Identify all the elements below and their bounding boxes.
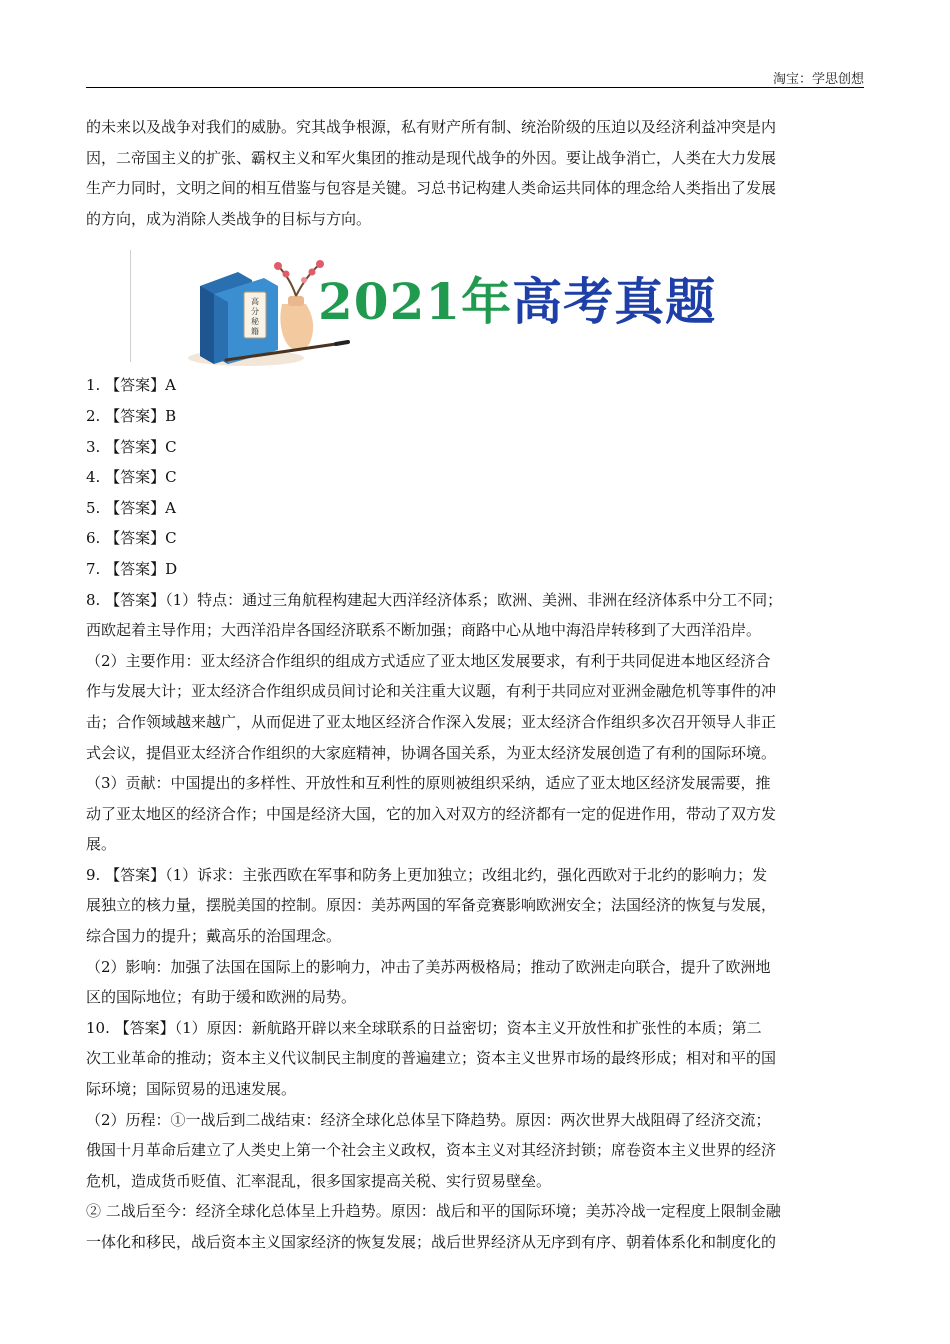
text-line: 10. 【答案】（1）原因：新航路开辟以来全球联系的日益密切；资本主义开放性和扩张性的本质；第二	[86, 1018, 762, 1037]
text-line: ② 二战后至今：经济全球化总体呈上升趋势。原因：战后和平的国际环境；美苏冷战一定程度上限制金融	[86, 1202, 781, 1221]
intro-line: 的方向，成为消除人类战争的目标与方向。	[86, 209, 372, 228]
text-line: 击；合作领域越来越广，从而促进了亚太地区经济合作深入发展；亚太经济合作组织多次召开领导人非正	[86, 712, 777, 731]
list-item: 5. 【答案】A	[86, 498, 176, 517]
list-item: 1. 【答案】A	[86, 376, 176, 395]
text-line: 8. 【答案】（1）特点：通过三角航程构建起大西洋经济体系；欧洲、美洲、非洲在经济体系中分工不同；	[86, 590, 783, 609]
list-item: 7. 【答案】D	[86, 559, 178, 578]
intro-line: 的未来以及战争对我们的威胁。究其战争根源，私有财产所有制、统治阶级的压迫以及经济利益冲突是内	[86, 118, 777, 136]
text-line: （2）主要作用：亚太经济合作组织的组成方式适应了亚太地区发展要求，有利于共同促进本地区经济合	[86, 651, 771, 670]
text-line: 展。	[86, 835, 117, 854]
text-line: 动了亚太地区的经济合作；中国是经济大国，它的加入对双方的经济都有一定的促进作用，带动了双方发	[86, 804, 777, 823]
list-item: 6. 【答案】C	[86, 529, 177, 548]
text-line: （3）贡献：中国提出的多样性、开放性和互利性的原则被组织采纳，适应了亚太地区经济发展需要，推	[86, 774, 771, 793]
text-line: 展独立的核力量，摆脱美国的控制。原因：美苏两国的军备竞赛影响欧洲安全；法国经济的恢复与发展，	[86, 896, 777, 915]
header-divider	[86, 87, 864, 88]
svg-text:籍: 籍	[251, 327, 259, 337]
svg-text:秘: 秘	[251, 317, 259, 327]
long-answer-section	[86, 585, 864, 1258]
list-item: 4. 【答案】C	[86, 468, 177, 487]
section-banner	[86, 250, 864, 368]
document-body	[86, 112, 864, 1258]
text-line: 作与发展大计；亚太经济合作组织成员间讨论和关注重大议题，有利于共同应对亚洲金融危机等事件的冲	[86, 682, 777, 701]
text-line: 一体化和移民，战后资本主义国家经济的恢复发展；战后世界经济从无序到有序、朝着体系化和制度化的	[86, 1233, 777, 1251]
page-header-text: 淘宝：学思创想	[772, 72, 864, 87]
svg-text:高: 高	[251, 297, 259, 307]
intro-line: 因，二帝国主义的扩张、霸权主义和军火集团的推动是现代战争的外因。要让战争消亡，人类在大力发展	[86, 148, 777, 167]
list-item: 2. 【答案】B	[86, 406, 177, 425]
svg-text:分: 分	[251, 307, 259, 317]
text-line: 9. 【答案】（1）诉求：主张西欧在军事和防务上更加独立；改组北约，强化西欧对于北约的影响力；发	[86, 865, 768, 884]
banner-year: 2021年	[318, 272, 513, 332]
short-answer-list	[86, 370, 864, 584]
text-line: （2）历程：①一战后到二战结束：经济全球化总体呈下降趋势。原因：两次世界大战阻碍了经济交流；	[86, 1110, 771, 1129]
text-line: 综合国力的提升；戴高乐的治国理念。	[86, 927, 342, 946]
text-line: 区的国际地位；有助于缓和欧洲的局势。	[86, 988, 357, 1007]
intro-line: 生产力同时，文明之间的相互借鉴与包容是关键。习总书记构建人类命运共同体的理念给人类指出了发展	[86, 179, 777, 198]
text-line: 际环境；国际贸易的迅速发展。	[86, 1080, 297, 1099]
text-line: （2）影响：加强了法国在国际上的影响力，冲击了美苏两极格局；推动了欧洲走向联合，提升了欧洲地	[86, 957, 771, 976]
text-line: 西欧起着主导作用；大西洋沿岸各国经济联系不断加强；商路中心从地中海沿岸转移到了大西洋沿岸。	[86, 621, 762, 640]
text-line: 危机，造成货币贬值、汇率混乱，很多国家提高关税、实行贸易壁垒。	[86, 1171, 552, 1190]
text-line: 俄国十月革命后建立了人类史上第一个社会主义政权，资本主义对其经济封锁；席卷资本主义世界的经济	[86, 1141, 777, 1160]
text-line: 式会议，提倡亚太经济合作组织的大家庭精神，协调各国关系，为亚太经济发展创造了有利的国际环境。	[86, 743, 777, 762]
banner-heading: 高考真题	[512, 272, 717, 332]
list-item: 3. 【答案】C	[86, 437, 177, 456]
intro-paragraph	[86, 112, 864, 234]
banner-divider	[130, 250, 131, 362]
text-line: 次工业革命的推动；资本主义代议制民主制度的普遍建立；资本主义世界市场的最终形成；相对和平的国	[86, 1049, 777, 1068]
banner-title	[318, 272, 716, 332]
